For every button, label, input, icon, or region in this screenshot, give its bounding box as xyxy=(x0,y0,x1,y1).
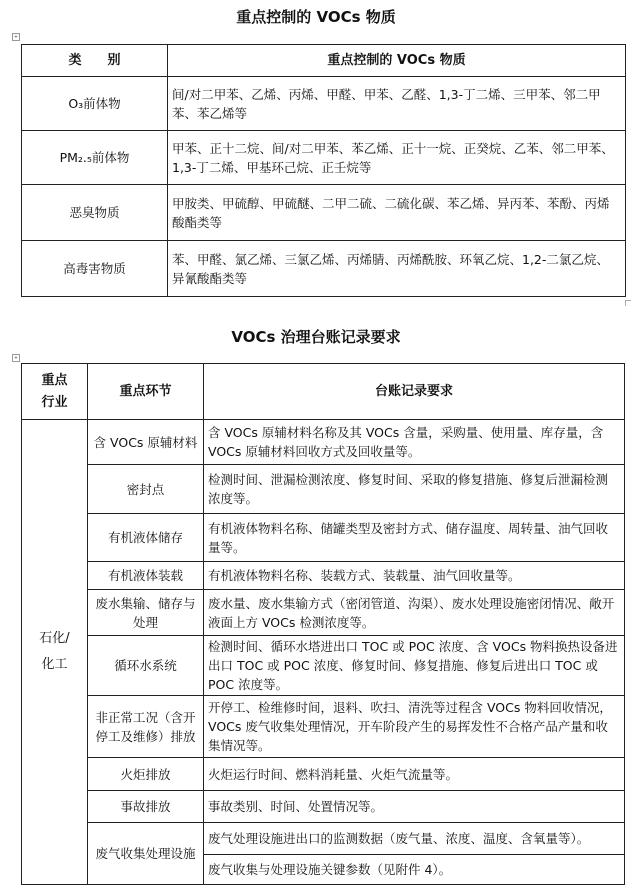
segment-cell: 事故排放 xyxy=(88,791,204,823)
table-row xyxy=(22,185,626,241)
segment-cell: 废气收集处理设施 xyxy=(88,823,204,885)
requirement-cell: 有机液体物料名称、装载方式、装载量、油气回收量等。 xyxy=(204,562,625,590)
requirement-cell: 废气收集与处理设施关键参数（见附件 4）。 xyxy=(204,855,625,885)
table-row xyxy=(22,465,625,514)
substances-cell: 甲胺类、甲硫醇、甲硫醚、二甲二硫、二硫化碳、苯乙烯、异丙苯、苯酚、丙烯酸酯类等 xyxy=(168,185,626,241)
table-row xyxy=(22,823,625,855)
segment-cell: 非正常工况（含开停工及维修）排放 xyxy=(88,696,204,758)
table2-title: VOCs 治理台账记录要求 xyxy=(231,328,401,346)
header-segment: 重点环节 xyxy=(88,364,204,420)
table-row xyxy=(22,420,625,465)
industry-line1: 石化/ xyxy=(39,631,70,646)
table-row xyxy=(22,562,625,590)
voc-substances-table xyxy=(21,44,626,297)
requirement-cell: 有机液体物料名称、储罐类型及密封方式、储存温度、周转量、油气回收量等。 xyxy=(204,514,625,562)
segment-cell: 有机液体装载 xyxy=(88,562,204,590)
requirement-cell: 含 VOCs 原辅材料名称及其 VOCs 含量，采购量、使用量、库存量，含 VOCs 原辅材料回收方式及回收量等。 xyxy=(204,420,625,465)
segment-cell: 火炬排放 xyxy=(88,758,204,791)
category-cell: 高毒害物质 xyxy=(22,241,168,297)
table-row xyxy=(22,791,625,823)
table-row xyxy=(22,758,625,791)
substances-cell: 苯、甲醛、氯乙烯、三氯乙烯、丙烯腈、丙烯酰胺、环氧乙烷、1,2-二氯乙烷、异氰酸酯类等 xyxy=(168,241,626,297)
segment-cell: 含 VOCs 原辅材料 xyxy=(88,420,204,465)
segment-cell: 密封点 xyxy=(88,465,204,514)
industry-cell xyxy=(22,420,88,885)
header-category: 类 别 xyxy=(22,45,168,77)
table-row xyxy=(22,131,626,185)
header-requirement: 台账记录要求 xyxy=(204,364,625,420)
header-industry-line2: 行业 xyxy=(41,394,68,410)
requirement-cell: 火炬运行时间、燃料消耗量、火炬气流量等。 xyxy=(204,758,625,791)
requirement-cell: 事故类别、时间、处置情况等。 xyxy=(204,791,625,823)
table-row xyxy=(22,696,625,758)
segment-cell: 循环水系统 xyxy=(88,636,204,696)
table-header-row xyxy=(22,364,625,420)
industry-line2: 化工 xyxy=(41,657,68,672)
requirement-cell: 开停工、检维修时间，退料、吹扫、清洗等过程含 VOCs 物料回收情况，VOCs 废气收集处理情况，开车阶段产生的易挥发性不合格产品产量和收集情况等。 xyxy=(204,696,625,758)
table1-title: 重点控制的 VOCs 物质 xyxy=(236,8,396,26)
requirement-cell: 废水量、废水集输方式（密闭管道、沟渠）、废水处理设施密闭情况、敞开液面上方 VOCs 检测浓度等。 xyxy=(204,590,625,636)
table-row xyxy=(22,241,626,297)
category-cell: 恶臭物质 xyxy=(22,185,168,241)
voc-ledger-table xyxy=(21,363,625,885)
segment-cell: 有机液体储存 xyxy=(88,514,204,562)
table-anchor-icon[interactable]: + xyxy=(13,34,19,40)
category-cell: O₃前体物 xyxy=(22,77,168,131)
category-cell: PM₂.₅前体物 xyxy=(22,131,168,185)
requirement-cell: 检测时间、泄漏检测浓度、修复时间、采取的修复措施、修复后泄漏检测浓度等。 xyxy=(204,465,625,514)
header-industry-line1: 重点 xyxy=(41,372,68,388)
table-row xyxy=(22,590,625,636)
table-row xyxy=(22,636,625,696)
header-substances: 重点控制的 VOCs 物质 xyxy=(168,45,626,77)
substances-cell: 间/对二甲苯、乙烯、丙烯、甲醛、甲苯、乙醛、1,3-丁二烯、三甲苯、邻二甲苯、苯乙烯等 xyxy=(168,77,626,131)
header-industry xyxy=(22,364,88,420)
requirement-cell: 检测时间、循环水塔进出口 TOC 或 POC 浓度、含 VOCs 物料换热设备进出口 TOC 或 POC 浓度、修复时间、修复措施、修复后进出口 TOC 或 POC 浓度等。 xyxy=(204,636,625,696)
table-header-row xyxy=(22,45,626,77)
requirement-cell: 废气处理设施进出口的监测数据（废气量、浓度、温度、含氧量等）。 xyxy=(204,823,625,855)
table-anchor-icon[interactable]: + xyxy=(13,355,19,361)
table-row xyxy=(22,514,625,562)
table-row xyxy=(22,77,626,131)
table-resize-handle[interactable] xyxy=(625,300,631,306)
substances-cell: 甲苯、正十二烷、间/对二甲苯、苯乙烯、正十一烷、正癸烷、乙苯、邻二甲苯、1,3-丁二烯、甲基环己烷、正壬烷等 xyxy=(168,131,626,185)
segment-cell: 废水集输、储存与处理 xyxy=(88,590,204,636)
